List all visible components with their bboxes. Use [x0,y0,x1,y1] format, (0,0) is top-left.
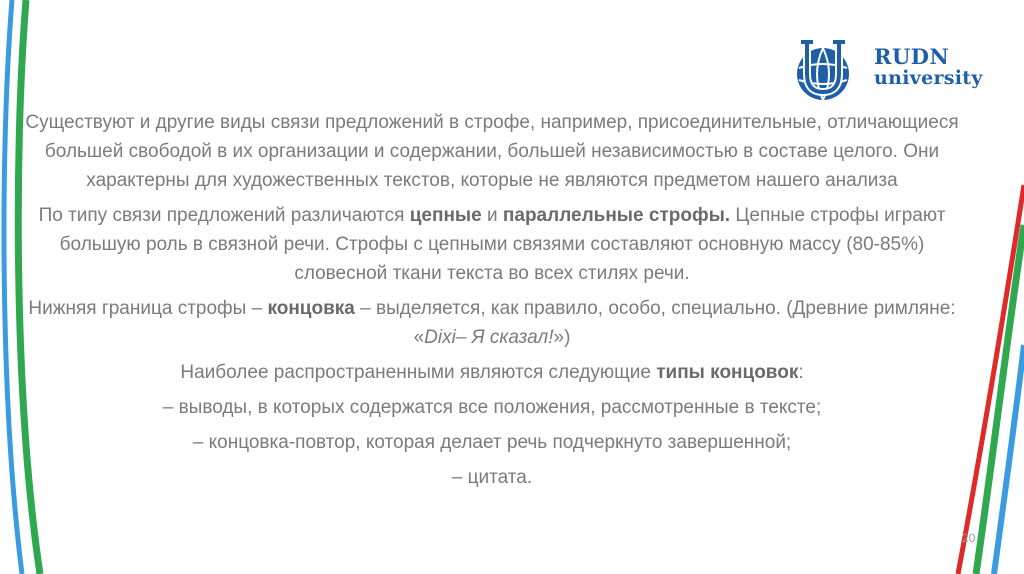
p3-text-2: – выделяется, как правило, особо, специально. (Древние римляне: « [354,298,956,348]
p4-text-1: Наиболее распространенными являются следующие [180,362,657,383]
paragraph-ending-types [20,358,964,387]
paragraph-connection-types [20,201,964,288]
p4-bold-types: типы концовок [656,362,799,383]
logo-line-1: RUDN [874,44,950,69]
globe-u-icon [789,38,861,102]
list-item-repeat: – концовка-повтор, которая делает речь подчеркнуто завершенной; [192,432,792,453]
logo-wordmark [874,46,983,88]
p2-text-3: Цепные строфы играют большую роль в связной речи. Строфы с цепными связями составляют основную массу (80-85%) словесной ткани текста во всех стилях речи. [59,205,946,284]
p2-bold-parallel: параллельные строфы. [502,205,731,226]
p3-bold-ending: концовка [267,298,355,319]
paragraph-other-connections: Существуют и другие виды связи предложений в строфе, например, присоединительные, отличающиеся большей свободой в их организации и содержании, большей независимостью в составе целого. Они характерны для художественных текстов, которые не являются предметом нашего анализа [25,112,959,191]
p3-italic-quote: Dixi– Я сказал! [424,327,554,348]
p4-text-2: : [798,362,804,383]
paragraph-ending [20,294,964,352]
right-blue-stripe [994,345,1024,574]
logo-line-2: university [874,67,983,89]
right-green-stripe [976,225,1024,574]
p3-text-3: ») [553,327,571,348]
right-red-stripe [958,185,1024,574]
p2-text-1: По типу связи предложений различаются [38,205,410,226]
p2-bold-chain: цепные [409,205,482,226]
p2-text-2: и [481,205,503,226]
list-item-quote: – цитата. [451,467,533,488]
p3-text-1: Нижняя граница строфы – [28,298,268,319]
list-item-conclusions: – выводы, в которых содержатся все положения, рассмотренные в тексте; [162,397,822,418]
page-number: 20 [962,531,976,545]
slide-body [20,108,964,498]
rudn-logo [789,38,989,102]
